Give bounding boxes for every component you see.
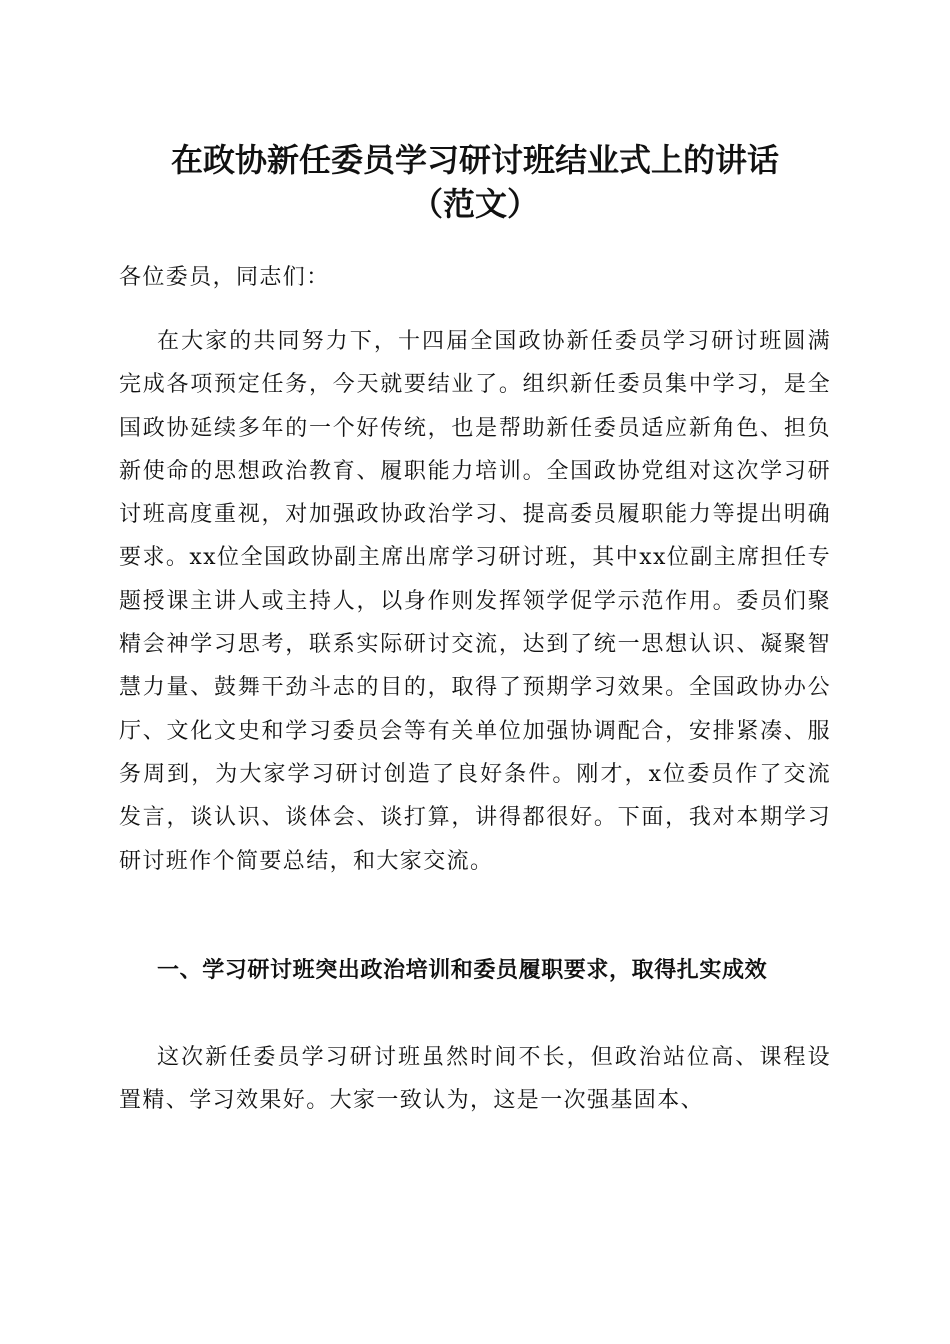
document-title: 在政协新任委员学习研讨班结业式上的讲话 [170, 141, 779, 179]
salutation: 各位委员，同志们： [119, 265, 330, 290]
section-heading-1: 一、学习研讨班突出政治培训和委员履职要求，取得扎实成效 [157, 958, 768, 983]
document-subtitle: （范文） [410, 185, 539, 223]
paragraph-1: 在大家的共同努力下，十四届全国政协新任委员学习研讨班圆满完成各项预定任务，今天就要结业了。组织新任委员集中学习，是全国政协延续多年的一个好传统，也是帮助新任委员适应新角色、担负新使命的思想政治教育、履职能力培训。全国政协党组对这次学习研讨班高度重视，对加强政协政治学习、提高委员履职能力等提出明确要求。xx位全国政协副主席出席学习研讨班，其中xx位副主席担任专题授课主讲人或主持人，以身作则发挥领学促学示范作用。委员们聚精会神学习思考，联系实际研讨交流，达到了统一思想认识、凝聚智慧力量、鼓舞干劲斗志的目的，取得了预期学习效果。全国政协办公厅、文化文史和学习委员会等有关单位加强协调配合，安排紧凑、服务周到，为大家学习研讨创造了良好条件。刚才，x位委员作了交流发言，谈认识、谈体会、谈打算，讲得都很好。下面，我对本期学习研讨班作个简要总结，和大家交流。 [119, 329, 831, 874]
paragraph-2: 这次新任委员学习研讨班虽然时间不长，但政治站位高、课程设置精、学习效果好。大家一致认为，这是一次强基固本、 [119, 1045, 831, 1114]
